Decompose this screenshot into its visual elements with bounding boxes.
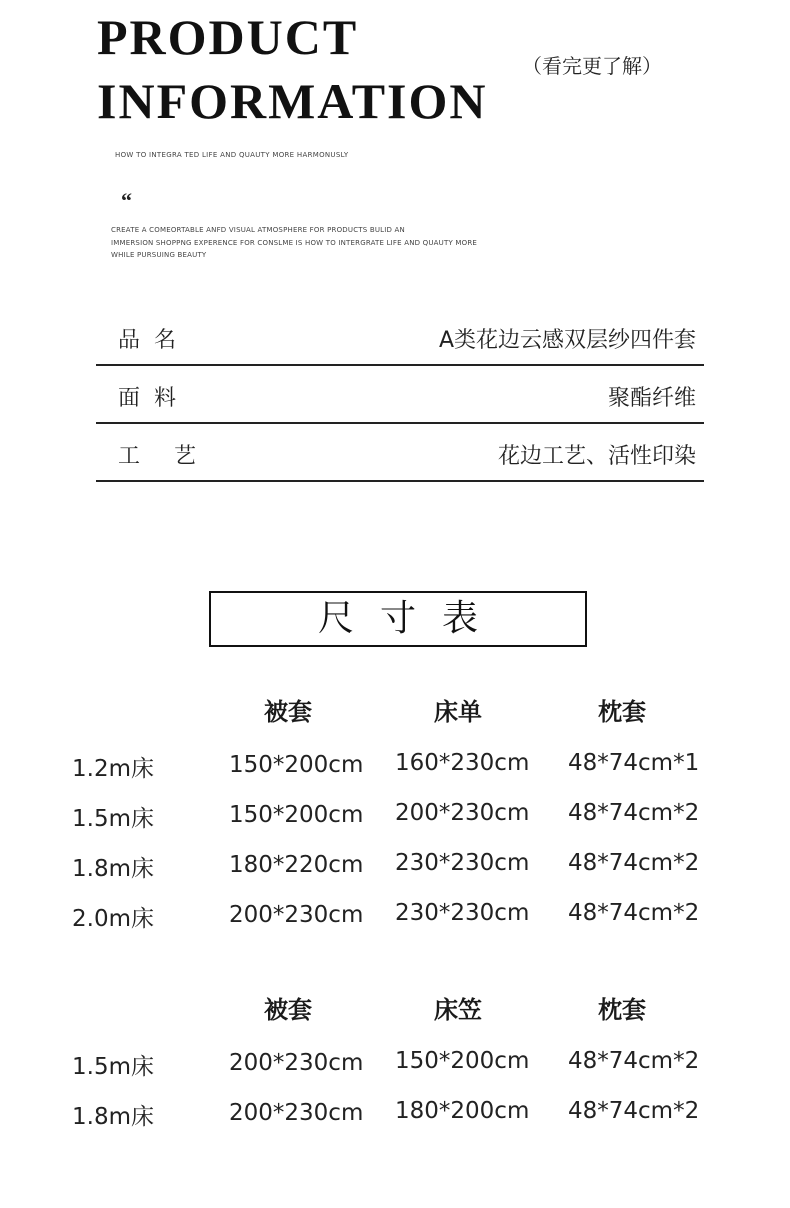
info-label: 面料 [118, 386, 191, 411]
table1-row-bed: 1.8m床 [72, 856, 154, 882]
table1-header-pillowcase: 枕套 [598, 698, 646, 726]
intro-line-2: IMMERSION SHOPPNG EXPERENCE FOR CONSLME IS HOW TO INTERGRATE LIFE AND QUAUTY MORE [111, 238, 478, 247]
table2-cell: 48*74cm*2 [568, 1048, 700, 1074]
table2-header-pillowcase: 枕套 [598, 996, 646, 1024]
table1-cell: 200*230cm [229, 902, 364, 928]
table2-cell: 150*200cm [395, 1048, 530, 1074]
table2-cell: 200*230cm [229, 1050, 364, 1076]
table2-cell: 180*200cm [395, 1098, 530, 1124]
table1-header-sheet: 床单 [434, 698, 482, 726]
table1-cell: 180*220cm [229, 852, 364, 878]
read-more-note: （看完更了解） [522, 54, 662, 78]
table1-cell: 150*200cm [229, 802, 364, 828]
table1-cell: 150*200cm [229, 752, 364, 778]
table1-row-bed: 2.0m床 [72, 906, 154, 932]
table1-cell: 200*230cm [395, 800, 530, 826]
info-value: 花边工艺、活性印染 [497, 444, 696, 469]
table1-cell: 230*230cm [395, 900, 530, 926]
info-value: A类花边云感双层纱四件套 [438, 328, 696, 353]
table1-cell: 48*74cm*2 [568, 850, 700, 876]
intro-line-1: CREATE A COMEORTABLE ANFD VISUAL ATMOSPHERE FOR PRODUCTS BULID AN [111, 226, 405, 234]
tagline: HOW TO INTEGRA TED LIFE AND QUAUTY MORE HARMONUSLY [115, 151, 349, 159]
info-value: 聚酯纤维 [607, 386, 696, 411]
quote-mark: “ [121, 188, 132, 213]
table2-header-duvet: 被套 [264, 996, 312, 1024]
table1-header-duvet: 被套 [264, 698, 312, 726]
size-chart-title [209, 591, 587, 647]
info-row-name [96, 308, 704, 366]
intro-paragraph [111, 224, 531, 262]
table2-header-fitted-sheet: 床笠 [434, 996, 482, 1024]
info-row-craft [96, 424, 704, 482]
title-information: INFORMATION [97, 73, 488, 129]
table1-cell: 48*74cm*2 [568, 900, 700, 926]
table2-row-bed: 1.8m床 [72, 1104, 154, 1130]
info-row-fabric [96, 366, 704, 424]
table1-cell: 230*230cm [395, 850, 530, 876]
intro-line-3: WHILE PURSUING BEAUTY [111, 251, 207, 259]
table2-cell: 48*74cm*2 [568, 1098, 700, 1124]
table1-cell: 48*74cm*2 [568, 800, 700, 826]
info-label: 品名 [118, 328, 191, 353]
table1-row-bed: 1.2m床 [72, 756, 154, 782]
table1-row-bed: 1.5m床 [72, 806, 154, 832]
info-label: 工艺 [118, 444, 231, 469]
size-chart-title-text: 尺寸表 [317, 598, 504, 639]
table1-cell: 48*74cm*1 [568, 750, 700, 776]
title-product: PRODUCT [97, 9, 359, 65]
table1-cell: 160*230cm [395, 750, 530, 776]
table2-row-bed: 1.5m床 [72, 1054, 154, 1080]
table2-cell: 200*230cm [229, 1100, 364, 1126]
